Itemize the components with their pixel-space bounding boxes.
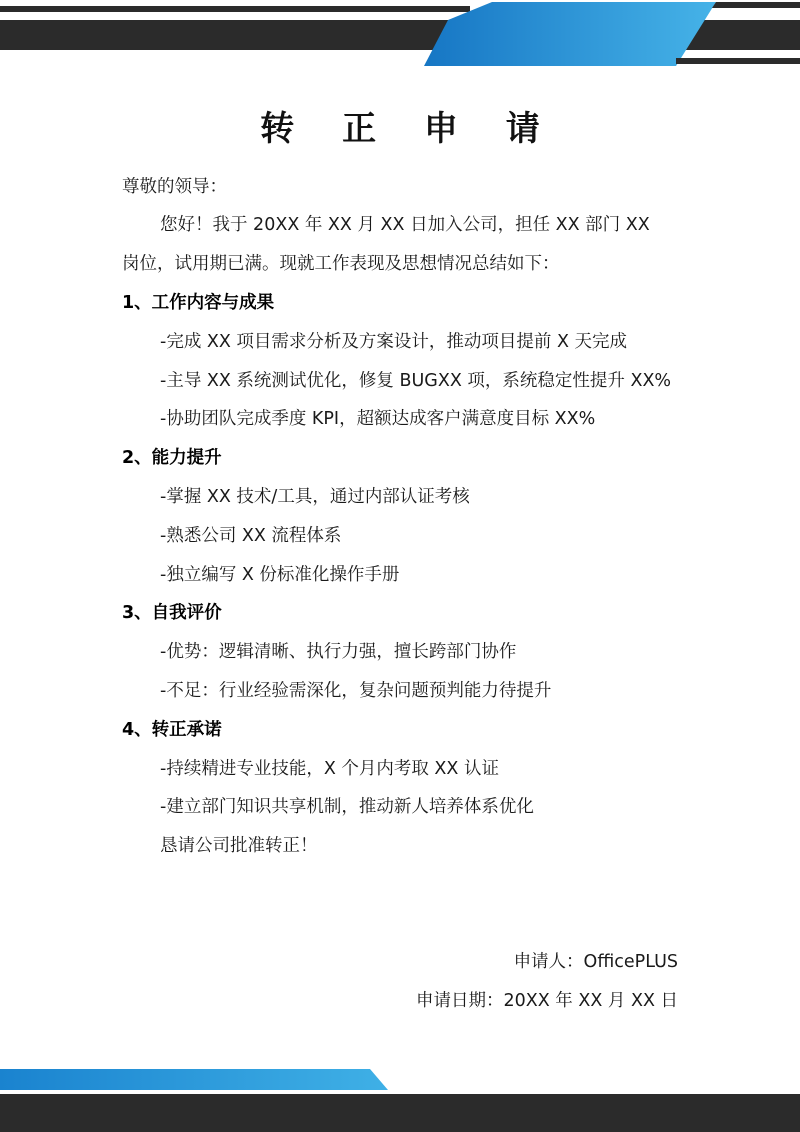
applicant-signature: 申请人：OfficePLUS	[513, 952, 678, 972]
salutation: 尊敬的领导：	[122, 177, 227, 197]
document-title: 转 正 申 请	[260, 109, 558, 149]
list-item: -优势：逻辑清晰、执行力强，擅长跨部门协作	[160, 642, 517, 662]
closing-text: 恳请公司批准转正！	[160, 836, 318, 856]
footer-band	[0, 1069, 800, 1132]
header-band	[0, 2, 800, 66]
section-heading-4: 4、转正承诺	[122, 720, 222, 740]
list-item: -主导 XX 系统测试优化，修复 BUGXX 项，系统稳定性提升 XX%	[160, 371, 672, 391]
list-item: -持续精进专业技能，X 个月内考取 XX 认证	[160, 759, 499, 779]
list-item: -协助团队完成季度 KPI，超额达成客户满意度目标 XX%	[160, 409, 596, 429]
list-item: -掌握 XX 技术/工具，通过内部认证考核	[160, 487, 470, 507]
list-item: -独立编写 X 份标准化操作手册	[160, 565, 400, 585]
intro-line-1: 您好！我于 20XX 年 XX 月 XX 日加入公司，担任 XX 部门 XX	[160, 215, 650, 235]
section-heading-2: 2、能力提升	[122, 448, 222, 468]
section-heading-3: 3、自我评价	[122, 603, 222, 623]
intro-line-2: 岗位，试用期已满。现就工作表现及思想情况总结如下：	[122, 254, 560, 274]
list-item: -熟悉公司 XX 流程体系	[160, 526, 342, 546]
application-date: 申请日期：20XX 年 XX 月 XX 日	[415, 991, 678, 1011]
section-heading-1: 1、工作内容与成果	[122, 293, 275, 313]
list-item: -建立部门知识共享机制，推动新人培养体系优化	[160, 797, 534, 817]
list-item: -完成 XX 项目需求分析及方案设计，推动项目提前 X 天完成	[160, 332, 628, 352]
list-item: -不足：行业经验需深化，复杂问题预判能力待提升	[160, 681, 552, 701]
